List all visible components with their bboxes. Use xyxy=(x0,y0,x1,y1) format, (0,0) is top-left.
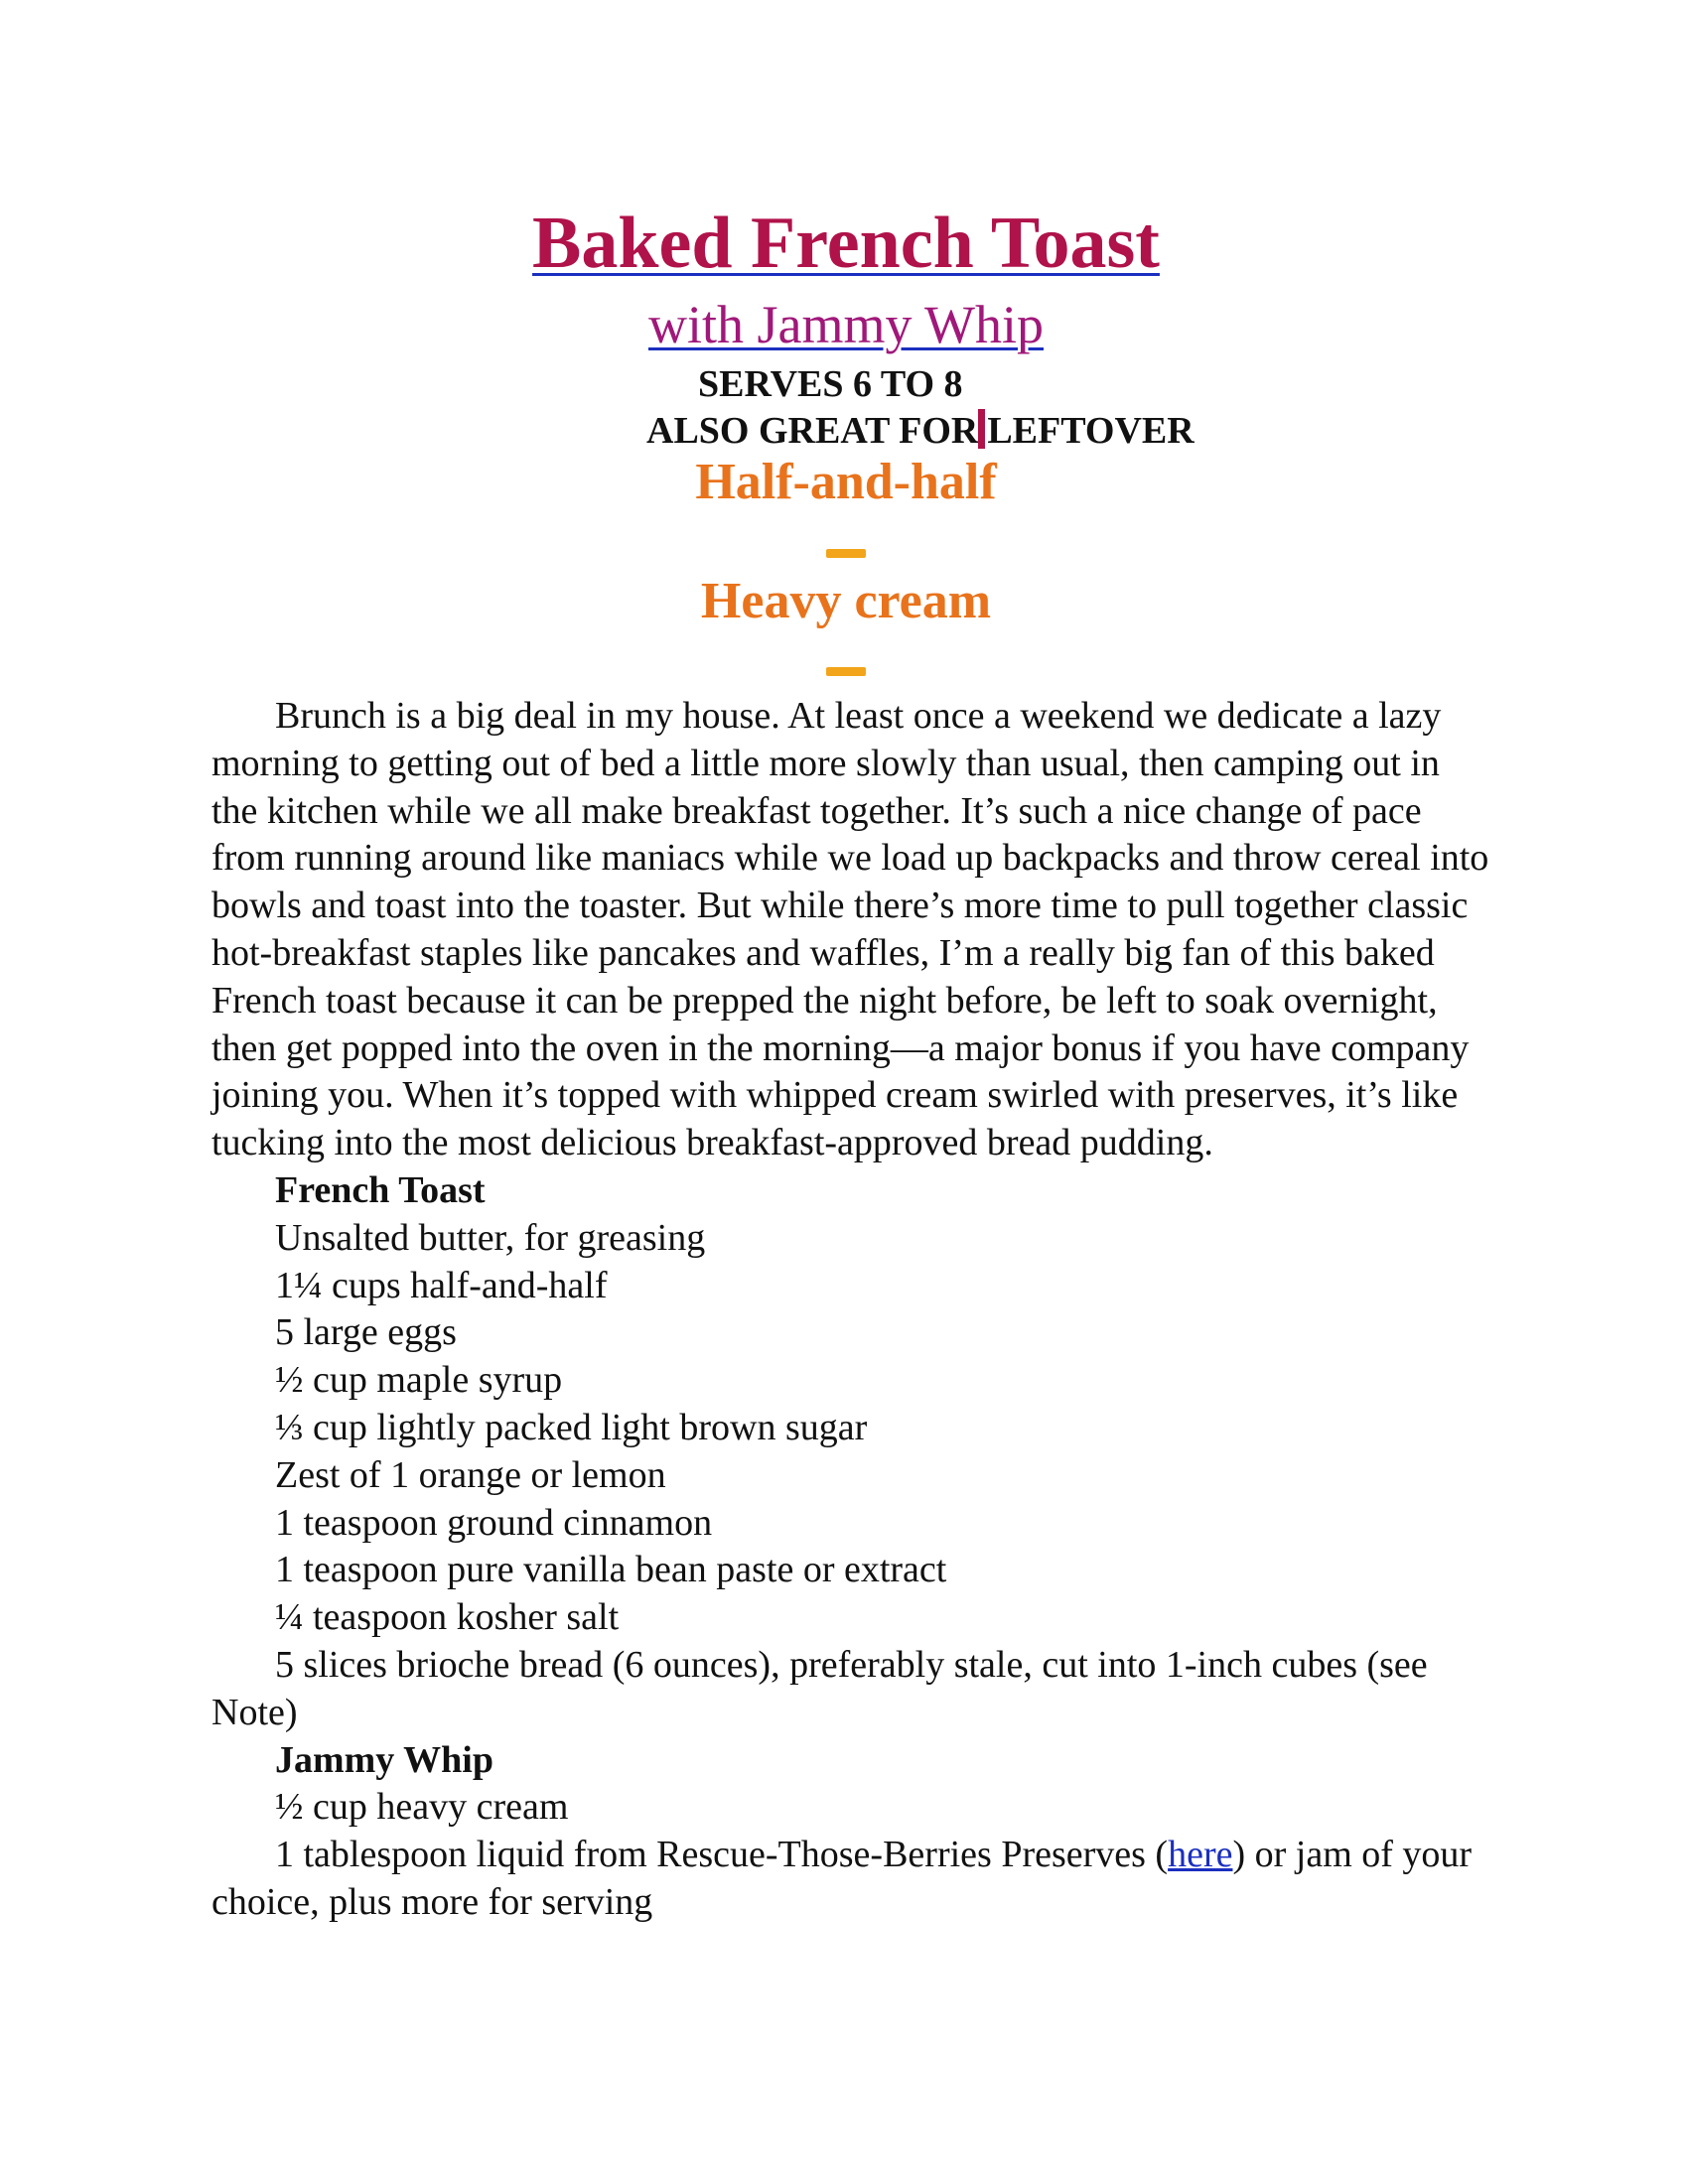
serves-line: SERVES 6 TO 8 xyxy=(698,363,963,405)
ingredient-item: ½ cup maple syrup xyxy=(275,1359,563,1402)
section-heading-jammy-whip: Jammy Whip xyxy=(275,1738,493,1781)
heading-heavy-cream: Heavy cream xyxy=(700,573,992,629)
orange-dash-divider xyxy=(826,549,866,558)
intro-paragraph: Brunch is a big deal in my house. At least once a weekend we dedicate a lazy morning to getting out of bed a little more slowly than usual, then camping out in the kitchen while we all make breakfast together. It’s such a nice change of pace from running around like maniacs while we load up backpacks and throw cereal into bowls and toast into the toaster. But while there’s more time to pull together classic hot-breakfast staples like pancakes and waffles, I’m a really big fan of this baked French toast because it can be prepped the night before, be left to soak overnight, then get popped into the oven in the morning—a major bonus if you have company joining you. When it’s topped with whipped cream swirled with preserves, it’s like tucking into the most delicious breakfast-approved bread pudding. xyxy=(211,695,1489,1164)
ingredient-item: 1¼ cups half-and-half xyxy=(275,1264,608,1306)
ingredient-item: ½ cup heavy cream xyxy=(275,1786,569,1829)
section-heading-french-toast: French Toast xyxy=(275,1168,486,1211)
orange-dash-divider xyxy=(826,667,866,676)
heading-half-and-half: Half-and-half xyxy=(695,454,997,510)
ingredient-item: 1 teaspoon ground cinnamon xyxy=(275,1501,713,1544)
text-cursor-marker xyxy=(978,409,985,449)
ingredient-item: ⅓ cup lightly packed light brown sugar xyxy=(275,1406,868,1448)
ingredient-item: ¼ teaspoon kosher salt xyxy=(275,1596,620,1639)
leftover-suffix: LEFTOVER xyxy=(987,410,1195,452)
preserves-recipe-link[interactable]: here xyxy=(1168,1834,1233,1876)
recipe-subtitle[interactable]: with Jammy Whip xyxy=(648,295,1044,354)
ingredient-item-with-link xyxy=(211,1832,1492,1927)
leftover-line xyxy=(646,408,1195,454)
recipe-title[interactable]: Baked French Toast xyxy=(532,203,1160,284)
ingredient-item: Zest of 1 orange or lemon xyxy=(275,1453,666,1496)
recipe-body xyxy=(211,693,1492,1927)
ingredient-item: 5 slices brioche bread (6 ounces), preferably stale, cut into 1-inch cubes (see Note) xyxy=(211,1643,1428,1733)
ingredient-item: Unsalted butter, for greasing xyxy=(275,1216,706,1259)
ingredient-item: 1 teaspoon pure vanilla bean paste or extract xyxy=(275,1549,947,1591)
leftover-prefix: ALSO GREAT FOR xyxy=(646,410,979,452)
ingredient-item: 5 large eggs xyxy=(275,1311,457,1354)
ingredient-text: ) or jam of your choice, plus more for serving xyxy=(211,1834,1473,1923)
ingredient-text: 1 tablespoon liquid from Rescue-Those-Berries Preserves ( xyxy=(275,1834,1169,1876)
